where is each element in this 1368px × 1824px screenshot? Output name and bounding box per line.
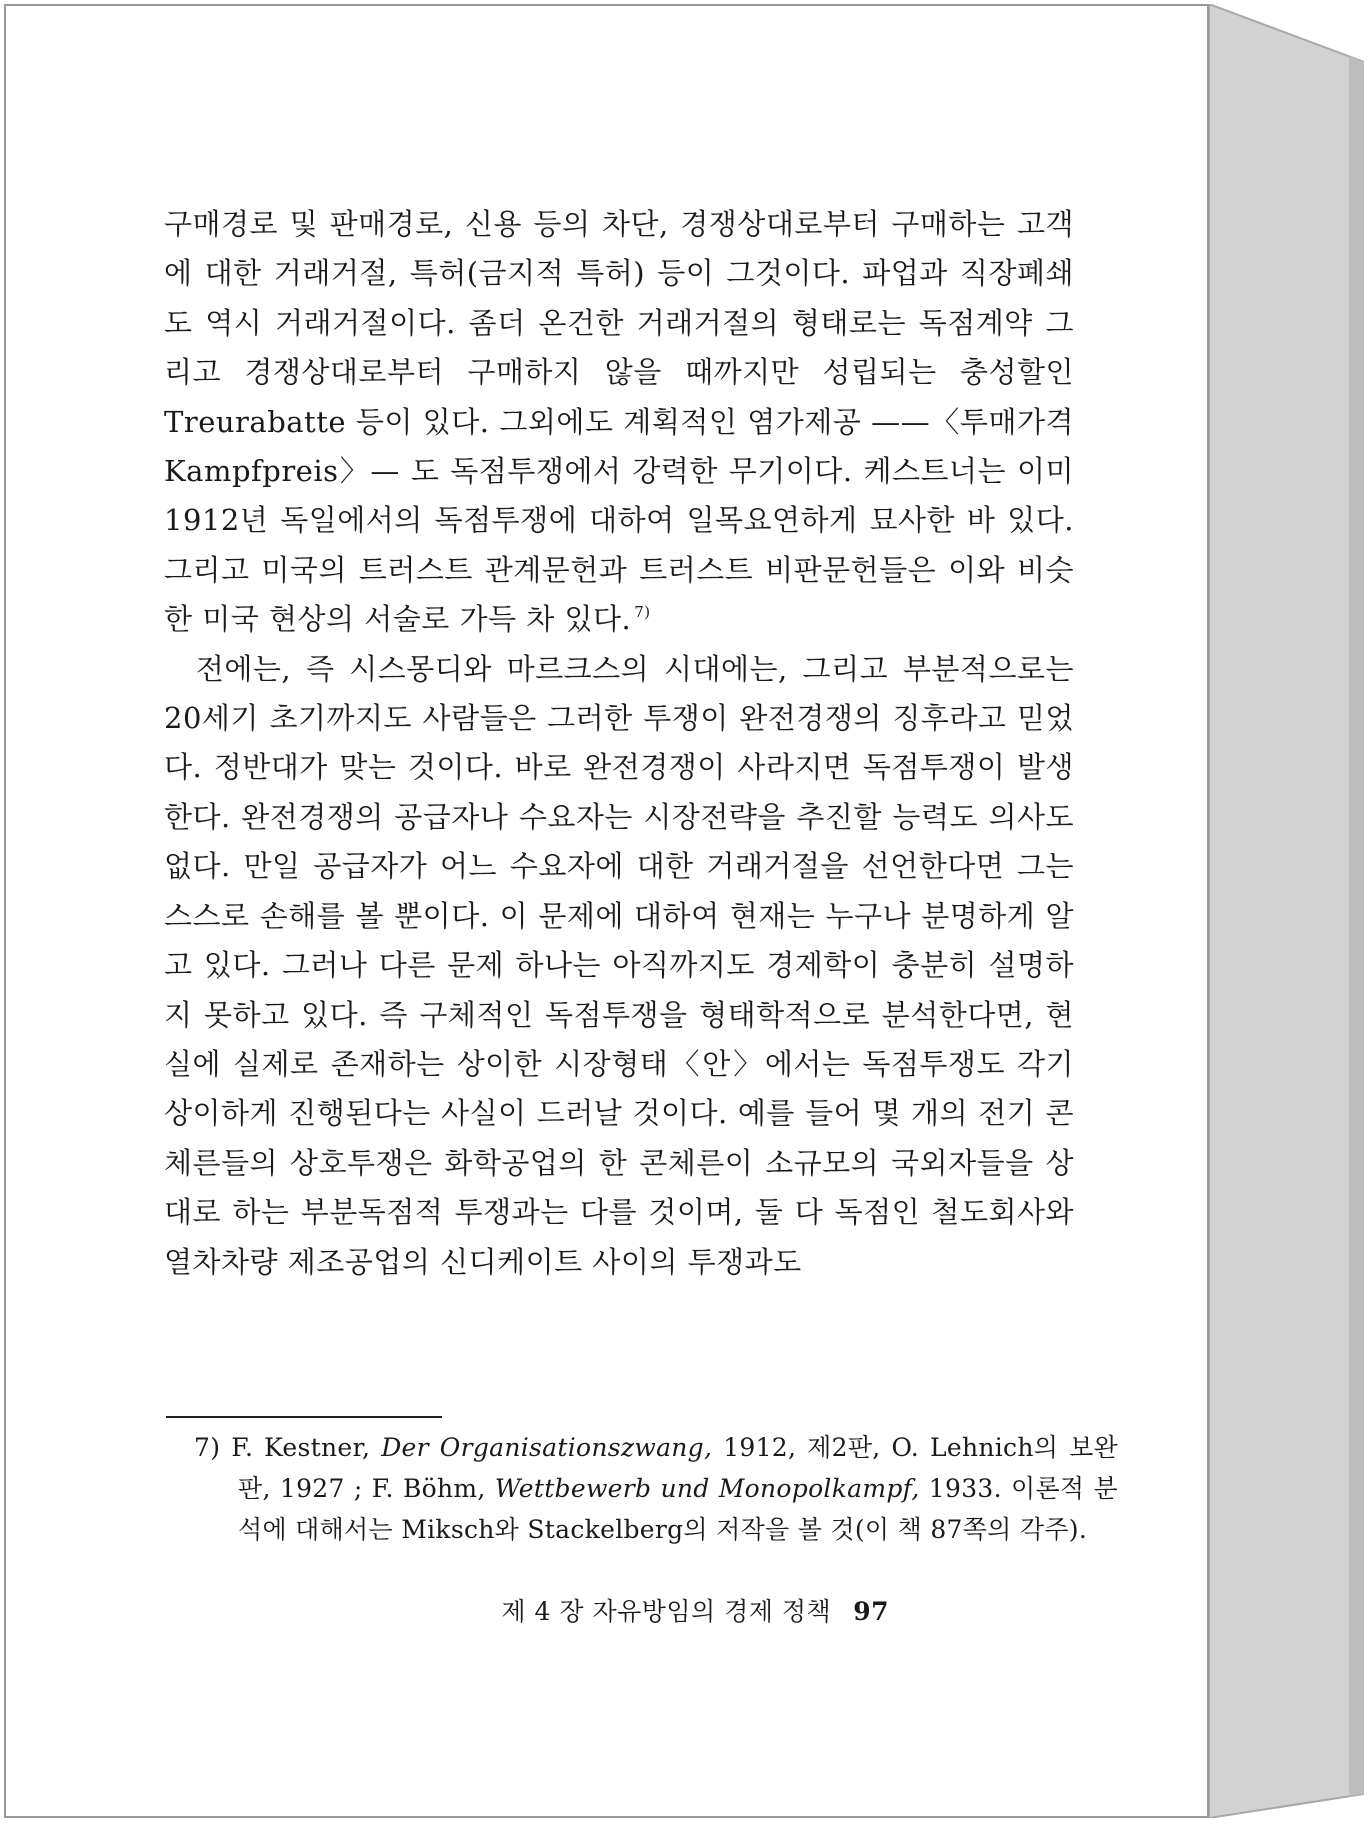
book-page xyxy=(4,4,1209,1818)
footnote-text-2: 1933. 이론적 분석에 대해서는 Miksch와 Stackelberg의 저작을 볼 것(이 책 87쪽의 각주). xyxy=(238,1474,1119,1544)
book-spine-shape xyxy=(1209,4,1364,1818)
footnote-marker: 7) xyxy=(194,1433,221,1462)
footnote-author-kestner: F. Kestner, xyxy=(231,1433,371,1462)
footnote-divider xyxy=(166,1416,442,1418)
running-footer xyxy=(501,1592,889,1628)
footnote-reference: 7) xyxy=(634,603,651,622)
paragraph-2: 전에는, 즉 시스몽디와 마르크스의 시대에는, 그리고 부분적으로는 20세기 초기까지도 사람들은 그러한 투쟁이 완전경쟁의 징후라고 믿었다. 정반대가 맞는 것이다. 바로 완전경쟁이 사라지면 독점투쟁이 발생한다. 완전경쟁의 공급자나 수요자는 시장전략을 추진할 능력도 의사도 없다. 만일 공급자가 어느 수요자에 대한 거래거절을 선언한다면 그는 스스로 손해를 볼 뿐이다. 이 문제에 대하여 현재는 누구나 분명하게 알고 있다. 그러나 다른 문제 하나는 아직까지도 경제학이 충분히 설명하지 못하고 있다. 즉 구체적인 독점투쟁을 형태학적으로 분석한다면, 현실에 실제로 존재하는 상이한 시장형태〈안〉에서는 독점투쟁도 각기 상이하게 진행된다는 사실이 드러날 것이다. 예를 들어 몇 개의 전기 콘체른들의 상호투쟁은 화학공업의 한 콘체른이 소규모의 국외자들을 상대로 하는 부분독점적 투쟁과는 다를 것이며, 둘 다 독점인 철도회사와 열차차량 제조공업의 신디케이트 사이의 투쟁과도 xyxy=(164,651,1074,1279)
paragraph-1 xyxy=(164,200,1074,645)
book-spine xyxy=(1209,4,1364,1818)
footnote-text-1: 1912, 제2판, O. Lehnich의 보완판, 1927 ; F. Böhm, xyxy=(238,1433,1119,1503)
footnote-title-wettbewerb: Wettbewerb und Monopolkampf, xyxy=(494,1474,920,1503)
footnote-title-organisationszwang: Der Organisationszwang, xyxy=(381,1433,713,1462)
body-text xyxy=(164,200,1074,1287)
page-number: 97 xyxy=(853,1597,889,1626)
paragraph-1-text: 구매경로 및 판매경로, 신용 등의 차단, 경쟁상대로부터 구매하는 고객에 대한 거래거절, 특허(금지적 특허) 등이 그것이다. 파업과 직장폐쇄도 역시 거래거절이다. 좀더 온건한 거래거절의 형태로는 독점계약 그리고 경쟁상대로부터 구매하지 않을 때까지만 성립되는 충성할인 Treurabatte 등이 있다. 그외에도 계획적인 염가제공 ——〈투매가격Kampfpreis〉— 도 독점투쟁에서 강력한 무기이다. 케스트너는 이미 1912년 독일에서의 독점투쟁에 대하여 일목요연하게 묘사한 바 있다. 그리고 미국의 트러스트 관계문헌과 트러스트 비판문헌들은 이와 비슷한 미국 현상의 서술로 가득 차 있다. xyxy=(164,207,1074,637)
footnote xyxy=(194,1427,1118,1550)
chapter-title: 제 4 장 자유방임의 경제 정책 xyxy=(501,1597,832,1626)
